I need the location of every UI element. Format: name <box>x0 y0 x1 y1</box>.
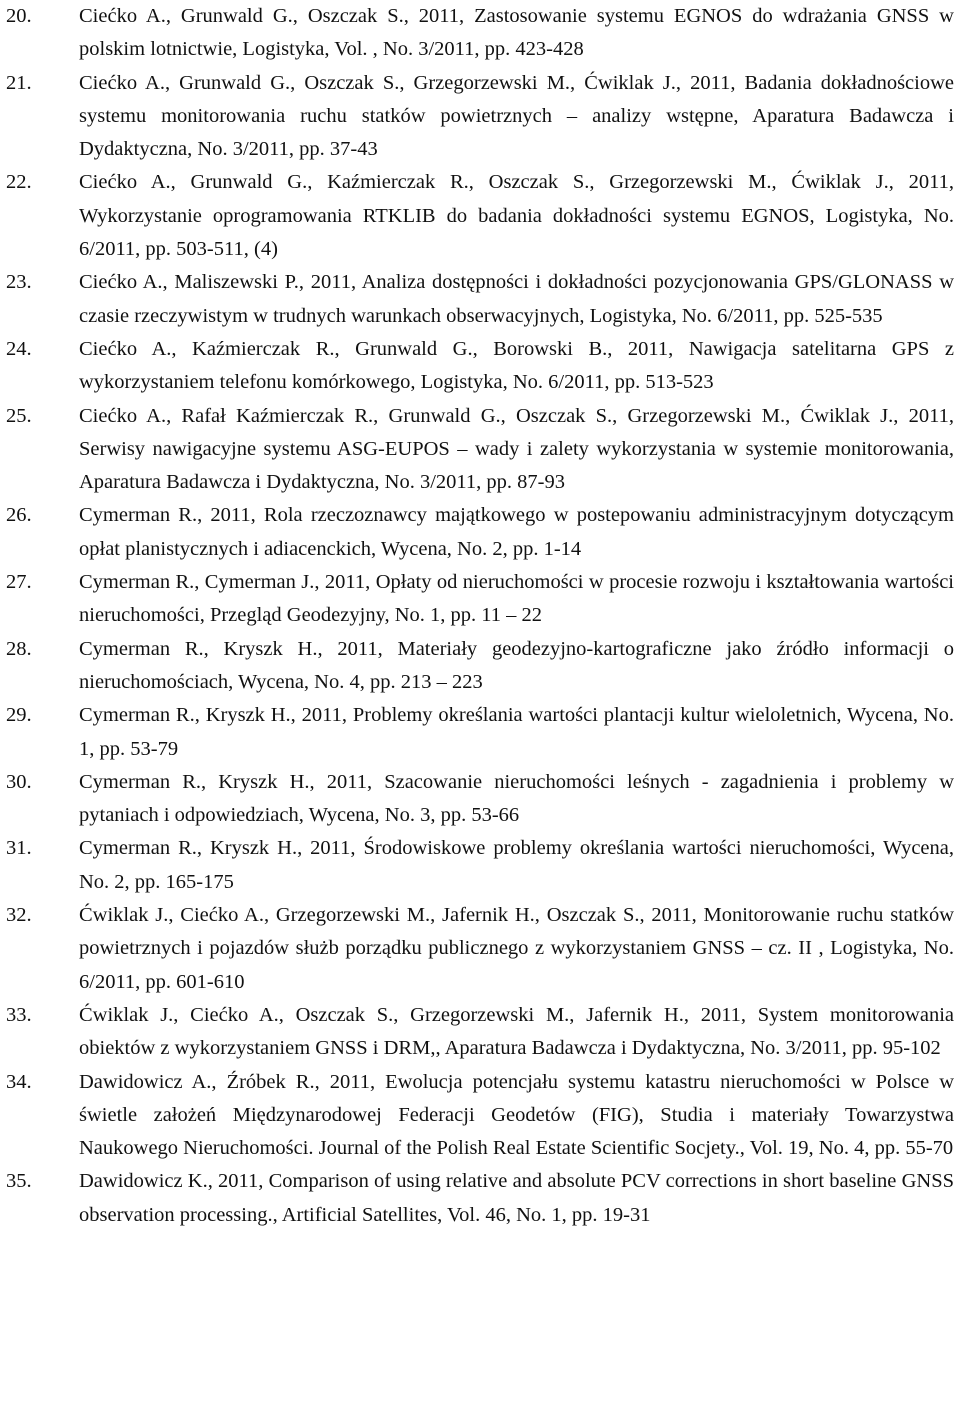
reference-number: 24. <box>6 337 32 360</box>
reference-text: Ciećko A., Rafał Kaźmierczak R., Grunwald G., Oszczak S., Grzegorzewski M., Ćwiklak J., 2011, Serwisy nawigacyjne systemu ASG-EUPOS – wady i zalety wykorzystania w systemie monitorowania, Aparatura Badawcza i Dydaktyczna, No. 3/2011, pp. 87-93 <box>79 404 954 494</box>
reference-item-33 <box>6 999 954 1066</box>
reference-text: Dawidowicz A., Źróbek R., 2011, Ewolucja potencjału systemu katastru nieruchomości w Polsce w świetle założeń Międzynarodowej Federacji Geodetów (FIG), Studia i materiały Towarzystwa Naukowego Nieruchomości. Journal of the Polish Real Estate Scientific Socjety., Vol. 19, No. 4, pp. 55-70 <box>79 1070 954 1160</box>
reference-item-25 <box>6 400 954 500</box>
reference-item-21 <box>6 67 954 167</box>
reference-text: Ciećko A., Grunwald G., Oszczak S., 2011, Zastosowanie systemu EGNOS do wdrażania GNSS w polskim lotnictwie, Logistyka, Vol. , No. 3/2011, pp. 423-428 <box>79 5 954 61</box>
reference-text: Cymerman R., 2011, Rola rzeczoznawcy majątkowego w postepowaniu administracyjnym dotyczącym opłat planistycznych i adiacenckich, Wycena, No. 2, pp. 1-14 <box>79 504 954 560</box>
reference-number: 23. <box>6 271 32 294</box>
reference-item-31 <box>6 832 954 899</box>
reference-item-34 <box>6 1066 954 1166</box>
reference-text: Ciećko A., Grunwald G., Oszczak S., Grzegorzewski M., Ćwiklak J., 2011, Badania dokładnościowe systemu monitorowania ruchu statków powietrznych – analizy wstępne, Aparatura Badawcza i Dydaktyczna, No. 3/2011, pp. 37-43 <box>79 71 954 161</box>
reference-number: 21. <box>6 71 32 94</box>
reference-item-23 <box>6 266 954 333</box>
reference-number: 30. <box>6 770 32 793</box>
reference-item-20 <box>6 0 954 67</box>
reference-item-24 <box>6 333 954 400</box>
reference-number: 35. <box>6 1170 32 1193</box>
reference-item-28 <box>6 633 954 700</box>
reference-item-29 <box>6 699 954 766</box>
reference-text: Ciećko A., Kaźmierczak R., Grunwald G., Borowski B., 2011, Nawigacja satelitarna GPS z wykorzystaniem telefonu komórkowego, Logistyka, No. 6/2011, pp. 513-523 <box>79 337 954 394</box>
reference-text: Cymerman R., Kryszk H., 2011, Szacowanie nieruchomości leśnych - zagadnienia i problemy w pytaniach i odpowiedziach, Wycena, No. 3, pp. 53-66 <box>79 770 954 827</box>
reference-text: Cymerman R., Cymerman J., 2011, Opłaty od nieruchomości w procesie rozwoju i kształtowania wartości nieruchomości, Przegląd Geodezyjny, No. 1, pp. 11 – 22 <box>79 571 954 627</box>
reference-text: Ćwiklak J., Ciećko A., Oszczak S., Grzegorzewski M., Jafernik H., 2011, System monitorowania obiektów z wykorzystaniem GNSS i DRM,, Aparatura Badawcza i Dydaktyczna, No. 3/2011, pp. 95-102 <box>79 1003 954 1060</box>
reference-number: 20. <box>6 5 32 27</box>
reference-item-32 <box>6 899 954 999</box>
reference-number: 25. <box>6 404 32 427</box>
reference-number: 22. <box>6 171 32 194</box>
reference-text: Ciećko A., Maliszewski P., 2011, Analiza dostępności i dokładności pozycjonowania GPS/GLONASS w czasie rzeczywistym w trudnych warunkach obserwacyjnych, Logistyka, No. 6/2011, pp. 525-535 <box>79 271 954 327</box>
reference-number: 27. <box>6 571 32 594</box>
reference-item-26 <box>6 499 954 566</box>
reference-list <box>6 0 954 1232</box>
reference-item-22 <box>6 166 954 266</box>
reference-number: 26. <box>6 504 32 527</box>
reference-number: 31. <box>6 837 32 860</box>
reference-item-27 <box>6 566 954 633</box>
reference-number: 32. <box>6 904 32 927</box>
reference-text: Dawidowicz K., 2011, Comparison of using relative and absolute PCV corrections in short baseline GNSS observation processing., Artificial Satellites, Vol. 46, No. 1, pp. 19-31 <box>79 1170 954 1226</box>
reference-item-35 <box>6 1165 954 1232</box>
reference-text: Ciećko A., Grunwald G., Kaźmierczak R., Oszczak S., Grzegorzewski M., Ćwiklak J., 2011, Wykorzystanie oprogramowania RTKLIB do badania dokładności systemu EGNOS, Logistyka, No. 6/2011, pp. 503-511, (4) <box>79 171 954 261</box>
reference-text: Cymerman R., Kryszk H., 2011, Środowiskowe problemy określania wartości nieruchomości, Wycena, No. 2, pp. 165-175 <box>79 837 954 893</box>
reference-number: 29. <box>6 704 32 727</box>
reference-text: Cymerman R., Kryszk H., 2011, Problemy określania wartości plantacji kultur wieloletnich, Wycena, No. 1, pp. 53-79 <box>79 704 954 760</box>
reference-item-30 <box>6 766 954 833</box>
reference-text: Cymerman R., Kryszk H., 2011, Materiały geodezyjno-kartograficzne jako źródło informacji o nieruchomościach, Wycena, No. 4, pp. 213 – 223 <box>79 637 954 693</box>
reference-number: 28. <box>6 637 32 660</box>
reference-number: 34. <box>6 1070 32 1093</box>
reference-number: 33. <box>6 1003 32 1026</box>
reference-text: Ćwiklak J., Ciećko A., Grzegorzewski M., Jafernik H., Oszczak S., 2011, Monitorowanie ruchu statków powietrznych i pojazdów służb porządku publicznego z wykorzystaniem GNSS – cz. II , Logistyka, No. 6/2011, pp. 601-610 <box>79 904 954 993</box>
